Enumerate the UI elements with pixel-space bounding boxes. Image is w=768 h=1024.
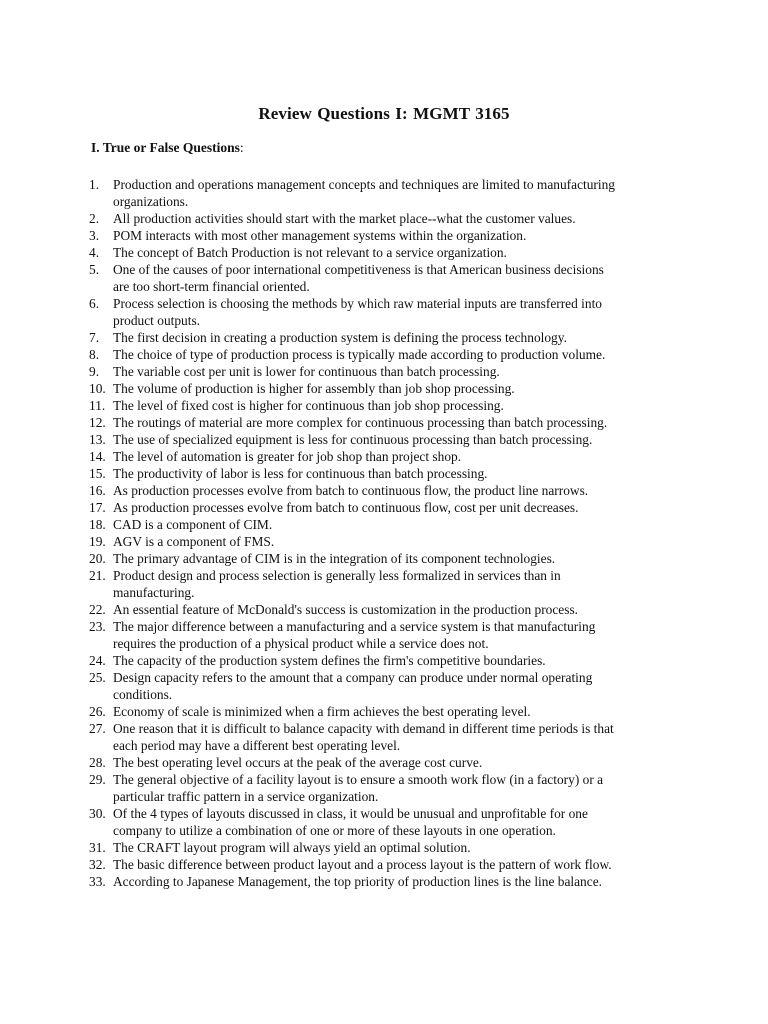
question-item (0, 431, 700, 448)
question-item (0, 499, 700, 516)
question-item (0, 210, 700, 227)
question-number: 11. (89, 398, 106, 413)
question-text: All production activities should start with the market place--what the customer values. (113, 211, 576, 226)
question-number: 4. (89, 245, 100, 260)
question-text: Design capacity refers to the amount that a company can produce under normal operating conditions. (113, 670, 593, 702)
question-text: The major difference between a manufacturing and a service system is that manufacturing requires the production of a physical product while a service does not. (113, 619, 596, 651)
question-text: The basic difference between product layout and a process layout is the pattern of work flow. (113, 857, 612, 872)
question-text: POM interacts with most other management systems within the organization. (113, 228, 527, 243)
question-number: 21. (89, 568, 106, 583)
question-number: 17. (89, 500, 106, 515)
question-number: 14. (89, 449, 106, 464)
question-number: 10. (89, 381, 106, 396)
question-text: The general objective of a facility layout is to ensure a smooth work flow (in a factory) or a particular traffic pattern in a service organization. (113, 772, 604, 804)
question-text: The concept of Batch Production is not relevant to a service organization. (113, 245, 507, 260)
question-text: The volume of production is higher for assembly than job shop processing. (113, 381, 515, 396)
question-item (0, 771, 700, 805)
question-text: The level of automation is greater for job shop than project shop. (113, 449, 462, 464)
question-text: According to Japanese Management, the top priority of production lines is the line balance. (113, 874, 602, 889)
question-item (0, 601, 700, 618)
question-number: 24. (89, 653, 106, 668)
question-item (0, 397, 700, 414)
question-text: The productivity of labor is less for continuous than batch processing. (113, 466, 488, 481)
question-item (0, 244, 700, 261)
question-number: 6. (89, 296, 100, 311)
question-item (0, 261, 700, 295)
question-item (0, 805, 700, 839)
question-number: 3. (89, 228, 100, 243)
question-text: Production and operations management concepts and techniques are limited to manufacturing organizations. (113, 177, 615, 209)
page-title: Review Questions I: MGMT 3165 (258, 104, 510, 123)
question-item (0, 448, 700, 465)
question-number: 22. (89, 602, 106, 617)
question-number: 32. (89, 857, 106, 872)
question-number: 28. (89, 755, 106, 770)
question-text: Process selection is choosing the methods by which raw material inputs are transferred into product outputs. (113, 296, 603, 328)
question-item (0, 856, 700, 873)
question-number: 5. (89, 262, 100, 277)
question-number: 8. (89, 347, 100, 362)
question-text: The use of specialized equipment is less for continuous processing than batch processing. (113, 432, 593, 447)
question-item (0, 550, 700, 567)
question-item (0, 295, 700, 329)
question-number: 30. (89, 806, 106, 821)
question-text: As production processes evolve from batch to continuous flow, the product line narrows. (113, 483, 589, 498)
question-item (0, 839, 700, 856)
question-item (0, 516, 700, 533)
question-item (0, 754, 700, 771)
question-number: 16. (89, 483, 106, 498)
question-number: 27. (89, 721, 106, 736)
question-number: 26. (89, 704, 106, 719)
question-text: As production processes evolve from batch to continuous flow, cost per unit decreases. (113, 500, 579, 515)
question-number: 1. (89, 177, 100, 192)
question-item (0, 227, 700, 244)
question-text: The primary advantage of CIM is in the integration of its component technologies. (113, 551, 556, 566)
question-number: 25. (89, 670, 106, 685)
question-item (0, 703, 700, 720)
question-item (0, 176, 700, 210)
question-item (0, 482, 700, 499)
section-heading-text: I. True or False Questions (91, 140, 240, 155)
question-text: The best operating level occurs at the peak of the average cost curve. (113, 755, 483, 770)
question-item (0, 652, 700, 669)
question-item (0, 414, 700, 431)
question-text: The CRAFT layout program will always yield an optimal solution. (113, 840, 471, 855)
question-number: 12. (89, 415, 106, 430)
question-text: Of the 4 types of layouts discussed in class, it would be unusual and unprofitable for one company to utilize a combination of one or more of these layouts in one operation. (113, 806, 588, 838)
question-number: 33. (89, 874, 106, 889)
question-item (0, 380, 700, 397)
question-item (0, 346, 700, 363)
question-text: One reason that it is difficult to balance capacity with demand in different time periods is that each period may have a different best operating level. (113, 721, 614, 753)
question-number: 23. (89, 619, 106, 634)
question-text: AGV is a component of FMS. (113, 534, 275, 549)
question-text: The variable cost per unit is lower for continuous than batch processing. (113, 364, 500, 379)
question-number: 9. (89, 364, 100, 379)
question-item (0, 618, 700, 652)
question-number: 29. (89, 772, 106, 787)
question-text: Economy of scale is minimized when a firm achieves the best operating level. (113, 704, 531, 719)
question-text: Product design and process selection is generally less formalized in services than in manufacturing. (113, 568, 561, 600)
question-text: The level of fixed cost is higher for continuous than job shop processing. (113, 398, 504, 413)
question-item (0, 465, 700, 482)
question-item (0, 669, 700, 703)
question-item (0, 363, 700, 380)
question-number: 20. (89, 551, 106, 566)
question-number: 19. (89, 534, 106, 549)
question-number: 7. (89, 330, 100, 345)
question-number: 15. (89, 466, 106, 481)
question-list (0, 176, 700, 890)
question-item (0, 567, 700, 601)
question-text: The capacity of the production system defines the firm's competitive boundaries. (113, 653, 546, 668)
question-number: 13. (89, 432, 106, 447)
question-text: The routings of material are more complex for continuous processing than batch processing. (113, 415, 608, 430)
question-item (0, 873, 700, 890)
question-text: An essential feature of McDonald's success is customization in the production process. (113, 602, 579, 617)
question-text: One of the causes of poor international competitiveness is that American business decisions are too short-term financial oriented. (113, 262, 604, 294)
question-number: 2. (89, 211, 100, 226)
question-text: CAD is a component of CIM. (113, 517, 273, 532)
question-item (0, 329, 700, 346)
question-item (0, 533, 700, 550)
section-heading (91, 140, 244, 156)
section-heading-colon: : (239, 140, 244, 155)
question-item (0, 720, 700, 754)
question-text: The first decision in creating a production system is defining the process technology. (113, 330, 567, 345)
question-text: The choice of type of production process is typically made according to production volume. (113, 347, 606, 362)
question-number: 18. (89, 517, 106, 532)
question-number: 31. (89, 840, 106, 855)
